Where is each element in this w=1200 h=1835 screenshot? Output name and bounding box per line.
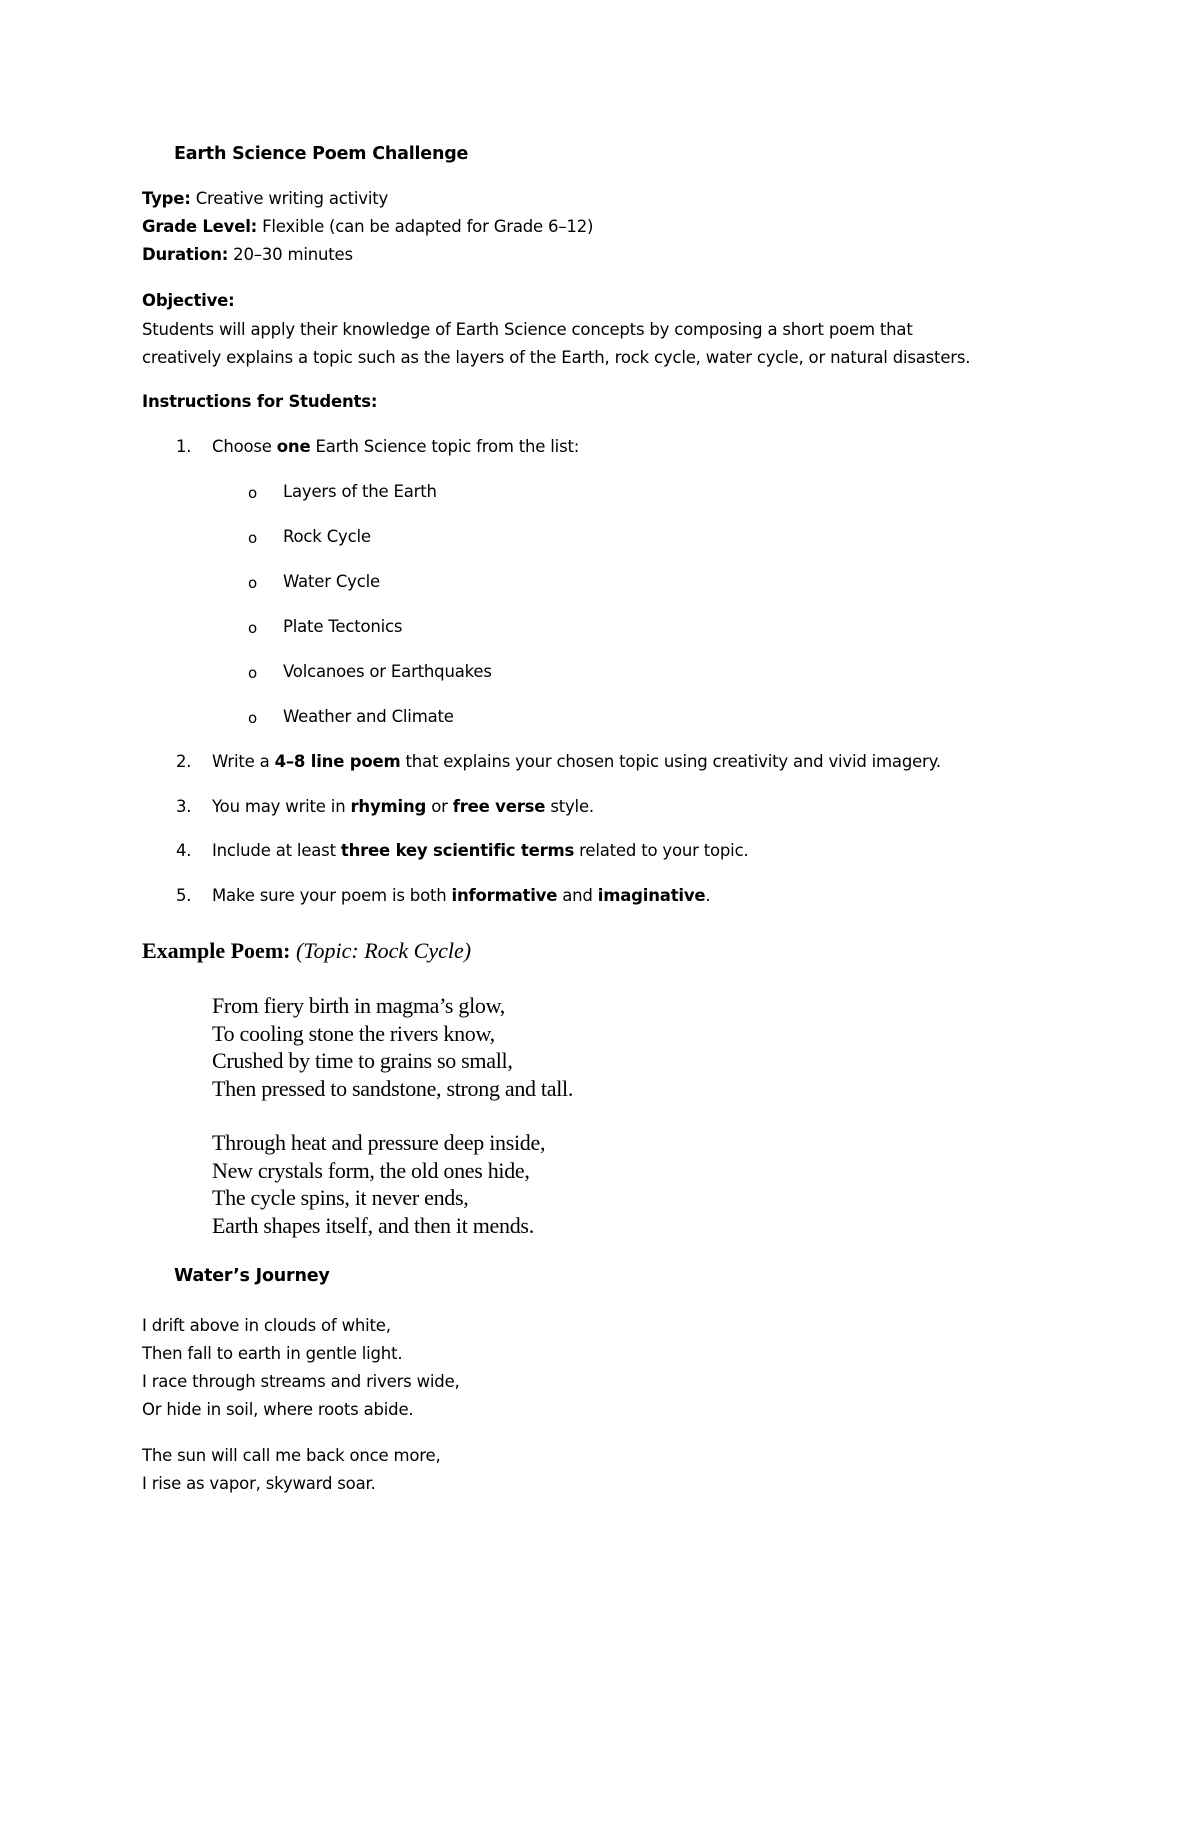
step-emphasis: one	[276, 437, 311, 456]
example-heading	[142, 938, 471, 964]
meta-type	[142, 189, 388, 208]
step-emphasis: rhyming	[350, 797, 427, 816]
step-text: and	[557, 886, 598, 905]
topic-item: Volcanoes or Earthquakes	[283, 662, 492, 681]
poem-line: From fiery birth in magma’s glow,	[212, 993, 505, 1018]
step-number: 1.	[176, 437, 192, 456]
poem2-stanza-1	[142, 1312, 460, 1424]
step-4	[212, 841, 749, 860]
step-number: 5.	[176, 886, 192, 905]
step-number: 3.	[176, 797, 192, 816]
step-text: Choose	[212, 437, 277, 456]
step-text: that explains your chosen topic using creativity and vivid imagery.	[400, 752, 941, 771]
step-text: You may write in	[212, 797, 351, 816]
poem2-stanza-2	[142, 1442, 441, 1498]
poem-line: Or hide in soil, where roots abide.	[142, 1400, 414, 1419]
step-text: related to your topic.	[574, 841, 749, 860]
topic-item: Layers of the Earth	[283, 482, 437, 501]
instructions-heading: Instructions for Students:	[142, 392, 378, 411]
bullet-icon: o	[248, 484, 257, 502]
bullet-icon: o	[248, 574, 257, 592]
poem-line: The sun will call me back once more,	[142, 1446, 441, 1465]
poem-line: New crystals form, the old ones hide,	[212, 1157, 530, 1183]
example-stanza-2	[212, 1129, 545, 1239]
objective-line-1: Students will apply their knowledge of Earth Science concepts by composing a short poem that	[142, 320, 913, 339]
step-emphasis: 4–8 line poem	[274, 752, 401, 771]
step-1	[212, 437, 579, 456]
step-text: Make sure your poem is both	[212, 886, 452, 905]
meta-type-label: Type:	[142, 189, 191, 208]
step-text: or	[426, 797, 453, 816]
example-label: Example Poem:	[142, 938, 291, 963]
example-topic: (Topic: Rock Cycle)	[290, 938, 472, 963]
topic-item: Weather and Climate	[283, 707, 454, 726]
bullet-icon: o	[248, 709, 257, 727]
meta-grade-value: Flexible (can be adapted for Grade 6–12)	[257, 217, 594, 236]
meta-grade	[142, 217, 593, 236]
bullet-icon: o	[248, 529, 257, 547]
poem-line: Earth shapes itself, and then it mends.	[212, 1212, 534, 1238]
poem-line: The cycle spins, it never ends,	[212, 1185, 469, 1210]
objective-line-2: creatively explains a topic such as the layers of the Earth, rock cycle, water cycle, or natural disasters.	[142, 348, 971, 367]
step-emphasis: three key scientific terms	[340, 841, 575, 860]
step-text: Earth Science topic from the list:	[310, 437, 580, 456]
step-emphasis: free verse	[452, 797, 546, 816]
step-3	[212, 797, 594, 816]
step-emphasis: informative	[451, 886, 558, 905]
step-text: .	[705, 886, 711, 905]
poem-line: Then pressed to sandstone, strong and tall.	[212, 1075, 574, 1101]
page-title: Earth Science Poem Challenge	[174, 144, 469, 164]
step-emphasis: imaginative	[597, 886, 706, 905]
poem-line: I rise as vapor, skyward soar.	[142, 1474, 376, 1493]
step-text: Write a	[212, 752, 275, 771]
meta-duration-label: Duration:	[142, 245, 229, 264]
step-5	[212, 886, 710, 905]
step-text: style.	[545, 797, 594, 816]
topic-item: Water Cycle	[283, 572, 380, 591]
step-number: 2.	[176, 752, 192, 771]
step-text: Include at least	[212, 841, 341, 860]
poem-line: Through heat and pressure deep inside,	[212, 1130, 546, 1155]
bullet-icon: o	[248, 664, 257, 682]
poem-line: To cooling stone the rivers know,	[212, 1020, 495, 1046]
poem-line: I race through streams and rivers wide,	[142, 1372, 460, 1391]
topic-item: Plate Tectonics	[283, 617, 403, 636]
step-2	[212, 752, 941, 771]
meta-type-value: Creative writing activity	[190, 189, 389, 208]
meta-duration	[142, 245, 353, 264]
meta-grade-label: Grade Level:	[142, 217, 258, 236]
poem-line: I drift above in clouds of white,	[142, 1316, 391, 1335]
topic-item: Rock Cycle	[283, 527, 371, 546]
step-number: 4.	[176, 841, 192, 860]
poem-line: Then fall to earth in gentle light.	[142, 1344, 403, 1363]
bullet-icon: o	[248, 619, 257, 637]
poem-line: Crushed by time to grains so small,	[212, 1048, 513, 1073]
poem2-title: Water’s Journey	[174, 1266, 330, 1286]
meta-duration-value: 20–30 minutes	[228, 245, 353, 264]
objective-heading: Objective:	[142, 291, 235, 310]
example-stanza-1	[212, 992, 573, 1102]
